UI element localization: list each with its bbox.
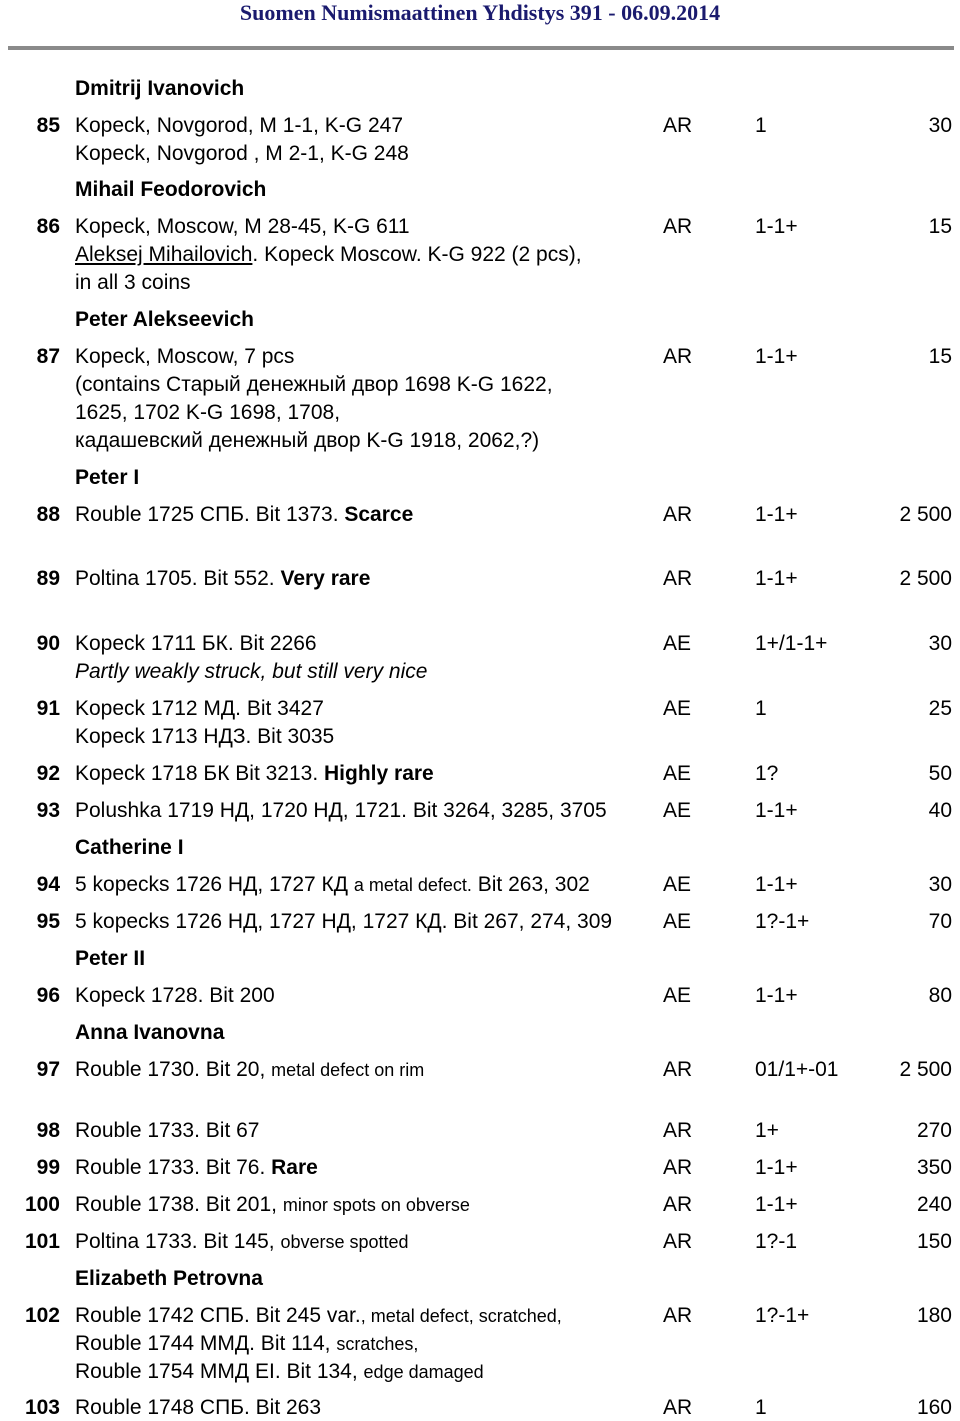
lot-condition-note: obverse spotted	[280, 1232, 409, 1252]
ruler-heading	[0, 1020, 960, 1046]
lot-condition-note: edge damaged	[363, 1362, 484, 1382]
lot-price: 240	[916, 1193, 952, 1216]
lot-description: Kopeck 1728. Bit 200	[75, 984, 275, 1007]
lot-metal: AE	[663, 632, 692, 655]
lot-number: 95	[36, 910, 60, 933]
lot-description: in all 3 coins	[75, 271, 191, 294]
ruler-heading	[0, 307, 960, 333]
lot-price: 350	[916, 1156, 952, 1179]
rarity-note: Scarce	[344, 503, 414, 526]
lot-price: 15	[928, 345, 952, 368]
lot-price: 40	[928, 799, 952, 822]
ruler-name: Mihail Feodorovich	[75, 178, 267, 201]
ruler-heading	[0, 835, 960, 861]
lot-description-text: Rouble 1744 ММД. Bit 114,	[75, 1332, 337, 1355]
lot-price: 30	[928, 873, 952, 896]
lot-number: 90	[36, 632, 60, 655]
lot-description	[75, 242, 582, 268]
lot-row	[0, 566, 960, 592]
lot-price: 2 500	[899, 503, 952, 526]
lot-row	[0, 344, 960, 370]
lot-metal: AR	[663, 1396, 693, 1419]
lot-row	[0, 631, 960, 657]
ruler-heading	[0, 1266, 960, 1292]
lot-grade: 1-1+	[755, 567, 798, 590]
ruler-heading	[0, 465, 960, 491]
lot-price: 180	[916, 1304, 952, 1327]
lot-metal: AR	[663, 1230, 693, 1253]
ruler-name: Dmitrij Ivanovich	[75, 77, 245, 100]
rarity-note: Very rare	[280, 567, 371, 590]
lot-description: Kopeck 1712 МД. Bit 3427	[75, 697, 324, 720]
lot-grade: 1?	[755, 762, 779, 785]
lot-description	[75, 1229, 409, 1255]
lot-row	[0, 1155, 960, 1181]
lot-condition-note: scratches,	[336, 1334, 419, 1354]
lot-description: Kopeck, Novgorod , M 2-1, K-G 248	[75, 142, 409, 165]
lot-row	[0, 1192, 960, 1218]
lot-row-continuation	[0, 372, 960, 398]
lot-grade: 1?-1	[755, 1230, 798, 1253]
ruler-name: Anna Ivanovna	[75, 1021, 225, 1044]
ruler-name: Catherine I	[75, 836, 184, 859]
lot-price: 270	[916, 1119, 952, 1142]
lot-price: 30	[928, 114, 952, 137]
lot-row-continuation	[0, 659, 960, 685]
ruler-name: Peter I	[75, 466, 140, 489]
header-divider	[8, 46, 954, 50]
lot-grade: 1	[755, 114, 767, 137]
lot-number: 89	[36, 567, 60, 590]
lot-metal: AE	[663, 762, 692, 785]
lot-number: 102	[24, 1304, 60, 1327]
lot-description-text: Kopeck 1718 БК Bit 3213.	[75, 762, 325, 785]
lot-condition-note: Partly weakly struck, but still very nice	[75, 660, 428, 683]
lot-metal: AR	[663, 114, 693, 137]
lot-row	[0, 1118, 960, 1144]
lot-description: Polushka 1719 НД, 1720 НД, 1721. Bit 3264, 3285, 3705	[75, 799, 607, 822]
lot-description-text: . Kopeck Moscow. K-G 922 (2 pcs),	[252, 243, 582, 266]
lot-condition-note: minor spots on obverse	[282, 1195, 470, 1215]
ruler-name-underlined: Aleksej Mihailovich	[75, 243, 253, 266]
lot-description-text: Rouble 1725 СПБ. Bit 1373.	[75, 503, 345, 526]
lot-metal: AR	[663, 215, 693, 238]
lot-description	[75, 1057, 424, 1083]
rarity-note: Highly rare	[324, 762, 434, 785]
ruler-heading	[0, 76, 960, 102]
lot-description	[75, 1192, 470, 1218]
lot-description-text: Rouble 1738. Bit 201,	[75, 1193, 283, 1216]
lot-metal: AE	[663, 799, 692, 822]
lot-description: Rouble 1748 СПБ. Bit 263	[75, 1396, 322, 1419]
lot-number: 98	[36, 1119, 60, 1142]
lot-grade: 1-1+	[755, 215, 798, 238]
lot-description: 1625, 1702 K-G 1698, 1708,	[75, 401, 341, 424]
lot-description	[75, 1155, 318, 1181]
lot-description: кадашевский денежный двор K-G 1918, 2062,?)	[75, 429, 540, 452]
lot-grade: 01/1+-01	[755, 1058, 839, 1081]
lot-grade: 1	[755, 1396, 767, 1419]
lot-description: (contains Старый денежный двор 1698 K-G 1622,	[75, 373, 553, 396]
lot-row-continuation	[0, 270, 960, 296]
lot-number: 88	[36, 503, 60, 526]
lot-grade: 1+/1-1+	[755, 632, 828, 655]
lot-metal: AE	[663, 873, 692, 896]
lot-metal: AE	[663, 910, 692, 933]
lot-row	[0, 761, 960, 787]
lot-price: 25	[928, 697, 952, 720]
lot-metal: AR	[663, 1119, 693, 1142]
lot-row	[0, 113, 960, 139]
page-header-title: Suomen Numismaattinen Yhdistys 391 - 06.09.2014	[239, 0, 721, 25]
ruler-heading	[0, 946, 960, 972]
lot-grade: 1-1+	[755, 345, 798, 368]
lot-description: 5 kopecks 1726 НД, 1727 НД, 1727 КД. Bit 267, 274, 309	[75, 910, 613, 933]
lot-number: 100	[24, 1193, 60, 1216]
ruler-heading	[0, 177, 960, 203]
lot-number: 92	[36, 762, 60, 785]
lot-row	[0, 502, 960, 528]
lot-description: Kopeck 1711 БК. Bit 2266	[75, 632, 317, 655]
lot-price: 150	[916, 1230, 952, 1253]
lot-row	[0, 983, 960, 1009]
lot-row-continuation	[0, 724, 960, 750]
lot-metal: AR	[663, 345, 693, 368]
lot-row	[0, 1229, 960, 1255]
lot-description: Kopeck 1713 НДЗ. Bit 3035	[75, 725, 335, 748]
lot-number: 96	[36, 984, 60, 1007]
lot-metal: AE	[663, 984, 692, 1007]
lot-grade: 1+	[755, 1119, 779, 1142]
lot-grade: 1-1+	[755, 873, 798, 896]
lot-row	[0, 214, 960, 240]
rarity-note: Rare	[271, 1156, 318, 1179]
lot-description-text: Rouble 1733. Bit 76.	[75, 1156, 272, 1179]
lot-row-continuation	[0, 1331, 960, 1357]
lot-price: 50	[928, 762, 952, 785]
lot-grade: 1?-1+	[755, 1304, 810, 1327]
lot-grade: 1-1+	[755, 1156, 798, 1179]
lot-description-text: Poltina 1705. Bit 552.	[75, 567, 281, 590]
lot-number: 101	[24, 1230, 60, 1253]
lot-description	[75, 1303, 562, 1329]
lot-row	[0, 798, 960, 824]
lot-grade: 1-1+	[755, 503, 798, 526]
lot-number: 93	[36, 799, 60, 822]
lot-row-continuation	[0, 400, 960, 426]
lot-description: Kopeck, Moscow, M 28-45, K-G 611	[75, 215, 410, 238]
lot-description-text: Rouble 1730. Bit 20,	[75, 1058, 272, 1081]
lot-number: 87	[36, 345, 60, 368]
lot-description	[75, 1331, 418, 1357]
ruler-name: Elizabeth Petrovna	[75, 1267, 263, 1290]
lot-description-text: Rouble 1742 СПБ. Bit 245 var.	[75, 1304, 361, 1327]
lot-grade: 1-1+	[755, 984, 798, 1007]
lot-condition-note: metal defect on rim	[271, 1060, 425, 1080]
lot-row	[0, 1303, 960, 1329]
lot-number: 86	[36, 215, 60, 238]
lot-metal: AE	[663, 697, 692, 720]
lot-price: 15	[928, 215, 952, 238]
lot-description-text: 5 kopecks 1726 НД, 1727 КД	[75, 873, 354, 896]
lot-price: 30	[928, 632, 952, 655]
lot-price: 160	[916, 1396, 952, 1419]
lot-grade: 1-1+	[755, 1193, 798, 1216]
lot-grade: 1-1+	[755, 799, 798, 822]
lot-description-text: Bit 263, 302	[471, 873, 590, 896]
lot-number: 103	[24, 1396, 60, 1419]
lot-condition-note: a metal defect.	[353, 875, 472, 895]
lot-metal: AR	[663, 1304, 693, 1327]
lot-grade: 1?-1+	[755, 910, 810, 933]
lot-price: 2 500	[899, 1058, 952, 1081]
lot-price: 80	[928, 984, 952, 1007]
lot-metal: AR	[663, 1156, 693, 1179]
lot-row-continuation	[0, 242, 960, 268]
lot-description	[75, 566, 370, 592]
lot-metal: AR	[663, 567, 693, 590]
lot-description: Kopeck, Moscow, 7 pcs	[75, 345, 295, 368]
lot-description	[75, 1359, 484, 1385]
lot-row	[0, 696, 960, 722]
lot-row	[0, 1057, 960, 1083]
lot-number: 85	[36, 114, 60, 137]
lot-row	[0, 872, 960, 898]
lot-row	[0, 1395, 960, 1421]
lot-description-text: Rouble 1754 ММД ЕI. Bit 134,	[75, 1360, 364, 1383]
lot-row-continuation	[0, 428, 960, 454]
lot-grade: 1	[755, 697, 767, 720]
lot-row	[0, 909, 960, 935]
lot-number: 97	[36, 1058, 60, 1081]
lot-row-continuation	[0, 1359, 960, 1385]
lot-metal: AR	[663, 1193, 693, 1216]
lot-number: 94	[36, 873, 60, 896]
lot-description	[75, 502, 413, 528]
lot-price: 70	[928, 910, 952, 933]
lot-description	[75, 761, 434, 787]
lot-description	[75, 872, 590, 898]
lot-number: 91	[36, 697, 60, 720]
lot-description-text: Poltina 1733. Bit 145,	[75, 1230, 281, 1253]
lot-metal: AR	[663, 1058, 693, 1081]
lot-description: Kopeck, Novgorod, M 1-1, K-G 247	[75, 114, 403, 137]
lot-row-continuation	[0, 141, 960, 167]
ruler-name: Peter Alekseevich	[75, 308, 255, 331]
lot-price: 2 500	[899, 567, 952, 590]
ruler-name: Peter II	[75, 947, 146, 970]
lot-number: 99	[36, 1156, 60, 1179]
lot-metal: AR	[663, 503, 693, 526]
lot-condition-note: , metal defect, scratched,	[360, 1306, 562, 1326]
lot-description: Rouble 1733. Bit 67	[75, 1119, 260, 1142]
